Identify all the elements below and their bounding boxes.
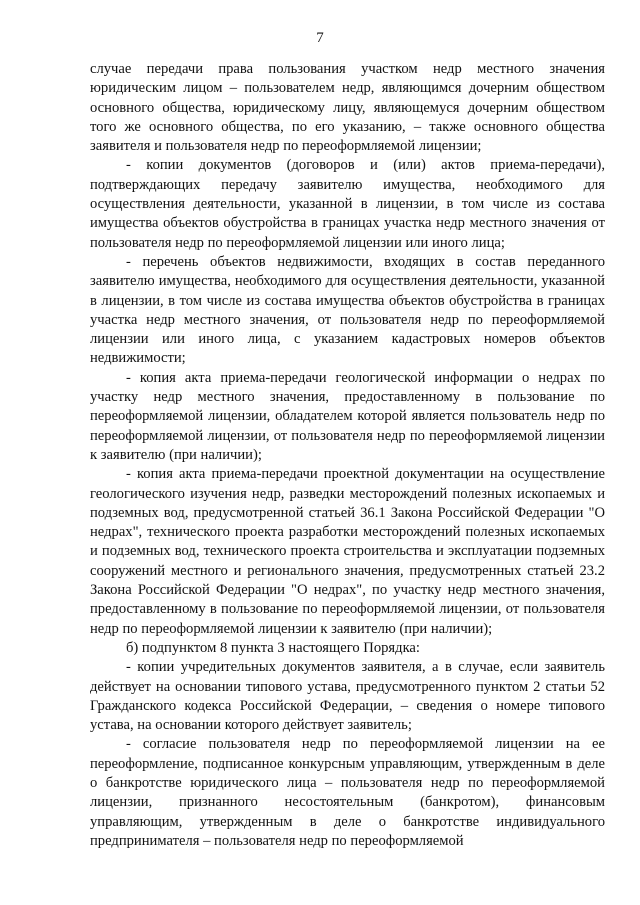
paragraph-subsection: б) подпунктом 8 пункта 3 настоящего Порядка:	[126, 639, 420, 656]
paragraph-list-item: - согласие пользователя недр по переоформляемой лицензии на ее переоформление, подписанное конкурсным управляющим, утвержденным в деле о банкротстве юридического лица – пользователя недр по переоформляемой лицензии, признанного несостоятельным (банкротом), финансовым управляющим, утвержденным в деле о банкротстве индивидуального предпринимателя – пользователя недр по переоформляемой	[90, 736, 605, 849]
paragraph-continuation: случае передачи права пользования участком недр местного значения юридическим лицом – пользователем недр, являющимся дочерним обществом основного общества, юридическому лицу, являющемуся дочерним обществом того же основного общества, по его указанию, – также основного общества заявителя и пользователя недр по переоформляемой лицензии;	[90, 61, 605, 155]
document-body	[90, 60, 605, 851]
page-number: 7	[316, 30, 324, 46]
paragraph-list-item: - перечень объектов недвижимости, входящих в состав переданного заявителю имущества, необходимого для осуществления деятельности, указанной в лицензии, в том числе из состава имущества объектов обустройства в границах участка недр местного значения, от пользователя недр по переоформляемой лицензии или иного лица, с указанием кадастровых номеров объектов недвижимости;	[90, 253, 605, 367]
paragraph-list-item: - копии документов (договоров и (или) актов приема-передачи), подтверждающих передачу заявителю имущества, необходимого для осуществления деятельности, указанной в лицензии, в том числе из состава имущества объектов обустройства в границах участка недр местного значения от пользователя недр по переоформляемой лицензии или иного лица;	[90, 157, 605, 251]
paragraph-list-item: - копии учредительных документов заявителя, а в случае, если заявитель действует на основании типового устава, предусмотренного пунктом 2 статьи 52 Гражданского кодекса Российской Федерации, – сведения о номере типового устава, на основании которого действует заявитель;	[90, 659, 605, 734]
paragraph-list-item: - копия акта приема-передачи проектной документации на осуществление геологического изучения недр, разведки месторождений полезных ископаемых и подземных вод, предусмотренной статьей 36.1 Закона Российской Федерации "О недрах", технического проекта разработки месторождений полезных ископаемых и подземных вод, технического проекта строительства и эксплуатации подземных сооружений местного и регионального значения, предусмотренных статьей 23.2 Закона Российской Федерации "О недрах", по участку недр местного значения, предоставленному в пользование по переоформляемой лицензии, от пользователя недр по переоформляемой лицензии к заявителю (при наличии);	[90, 466, 605, 637]
paragraph-list-item: - копия акта приема-передачи геологической информации о недрах по участку недр местного значения, предоставленному в пользование по переоформляемой лицензии, обладателем которой является пользователь недр по переоформляемой лицензии, от пользователя недр по переоформляемой лицензии к заявителю (при наличии);	[90, 369, 605, 463]
